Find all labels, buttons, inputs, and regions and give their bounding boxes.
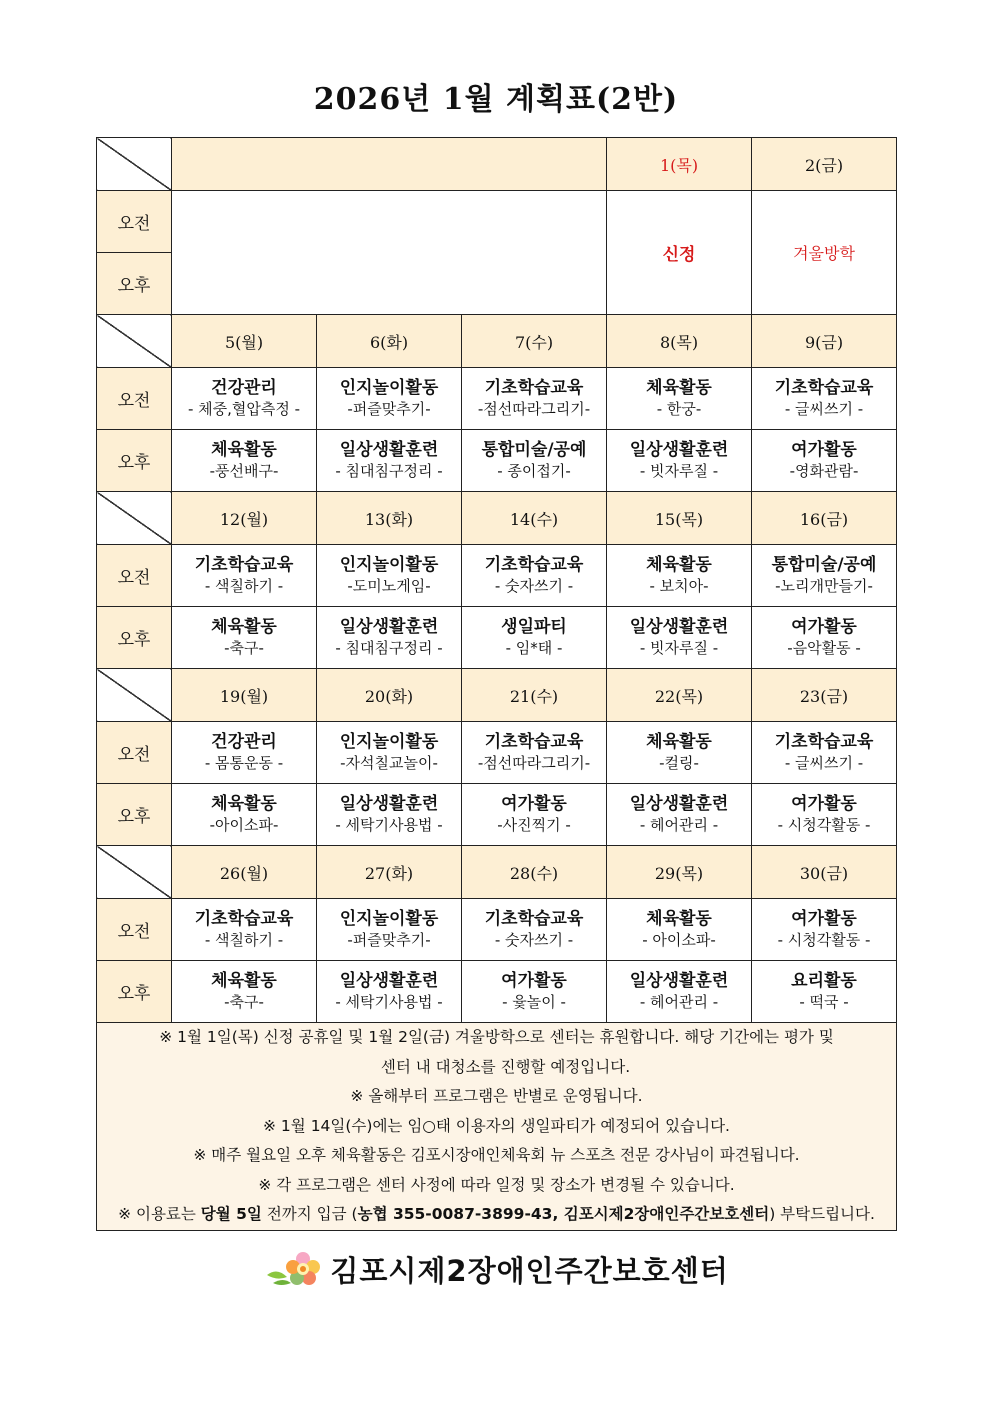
program-title: 기초학습교육 [194,555,294,575]
program-title: 여가활동 [791,909,857,929]
pm-label: 오후 [97,430,172,492]
program-cell [462,545,607,607]
program-cell [752,430,897,492]
day-header: 2(금) [752,138,897,191]
program-subtitle: - 보치아- [649,577,709,595]
flower-logo-icon [263,1247,325,1291]
program-title: 체육활동 [211,971,277,991]
program-cell [317,545,462,607]
program-title: 체육활동 [646,555,712,575]
week-pm-row [97,961,897,1023]
program-cell [317,899,462,961]
program-subtitle: - 시청각활동 - [777,816,871,834]
program-cell [752,607,897,669]
am-label: 오전 [97,899,172,961]
fee-text: ) 부탁드립니다. [769,1205,875,1223]
program-subtitle: - 숫자쓰기 - [494,577,574,595]
day-header: 22(목) [607,669,752,722]
diagonal-corner-cell [97,315,172,368]
program-title: 통합미술/공예 [771,555,877,575]
program-subtitle: - 침대침구정리 - [335,639,443,657]
program-subtitle: - 윷놀이 - [502,993,566,1011]
program-title: 기초학습교육 [484,555,584,575]
program-subtitle: - 세탁기사용법 - [335,993,443,1011]
note-line: ※ 1월 14일(수)에는 임○태 이용자의 생일파티가 예정되어 있습니다. [263,1116,730,1135]
weeks-body [97,315,897,1023]
footer [0,1247,992,1291]
program-subtitle: - 숫자쓰기 - [494,931,574,949]
program-subtitle: - 아이소파- [642,931,716,949]
program-title: 여가활동 [791,440,857,460]
week-am-row [97,899,897,961]
holiday-cell [607,191,752,315]
program-subtitle: -축구- [224,993,264,1011]
pm-label: 오후 [97,961,172,1023]
program-title: 여가활동 [791,617,857,637]
program-cell [607,722,752,784]
program-cell [752,899,897,961]
program-subtitle: -퍼즐맞추기- [347,400,431,418]
day-header: 21(수) [462,669,607,722]
program-title: 일상생활훈련 [629,617,729,637]
week-am-row [97,368,897,430]
program-cell [462,722,607,784]
program-subtitle: -풍선배구- [209,462,279,480]
program-cell [607,545,752,607]
program-cell [752,722,897,784]
pm-label: 오후 [97,607,172,669]
program-cell [607,961,752,1023]
program-cell [752,784,897,846]
program-cell [462,784,607,846]
program-subtitle: - 헤어관리 - [639,816,719,834]
program-cell [607,607,752,669]
program-subtitle: -사진찍기 - [497,816,571,834]
day-header: 13(화) [317,492,462,545]
program-subtitle: - 몸통운동 - [204,754,284,772]
program-subtitle: -축구- [224,639,264,657]
pm-label: 오후 [97,253,172,315]
program-subtitle: - 떡국 - [799,993,849,1011]
program-subtitle: - 세탁기사용법 - [335,816,443,834]
day-header: 29(목) [607,846,752,899]
program-title: 일상생활훈련 [629,440,729,460]
program-subtitle: - 임*태 - [505,639,563,657]
program-cell [462,368,607,430]
program-title: 인지놀이활동 [339,909,439,929]
day-header: 8(목) [607,315,752,368]
program-title: 체육활동 [211,794,277,814]
program-subtitle: -노리개만들기- [775,577,873,595]
program-subtitle: -자석칠교놀이- [340,754,438,772]
program-cell [607,430,752,492]
day-header: 15(목) [607,492,752,545]
program-title: 인지놀이활동 [339,555,439,575]
notes-cell [97,1023,897,1231]
program-cell [752,961,897,1023]
program-title: 기초학습교육 [774,732,874,752]
program-subtitle: - 시청각활동 - [777,931,871,949]
diagonal-corner-cell [97,669,172,722]
vacation-label: 겨울방학 [793,244,855,263]
program-cell [172,430,317,492]
program-cell [172,607,317,669]
fee-text: 전까지 입금 ( [261,1205,358,1223]
day-header: 23(금) [752,669,897,722]
program-title: 기초학습교육 [484,909,584,929]
program-cell [172,368,317,430]
program-subtitle: -점선따라그리기- [477,754,591,772]
program-subtitle: -퍼즐맞추기- [347,931,431,949]
diagonal-corner-cell [97,492,172,545]
program-cell [317,368,462,430]
am-label: 오전 [97,368,172,430]
program-subtitle: -컬링- [659,754,699,772]
program-title: 일상생활훈련 [339,971,439,991]
program-cell [607,899,752,961]
week-pm-row [97,607,897,669]
note-line: 센터 내 대청소를 진행할 예정입니다. [380,1057,631,1076]
program-cell [172,961,317,1023]
program-subtitle: - 색칠하기 - [204,577,284,595]
program-title: 일상생활훈련 [629,794,729,814]
empty-header-cell [172,138,607,191]
day-header: 6(화) [317,315,462,368]
week-header-row [97,669,897,722]
program-title: 건강관리 [211,732,277,752]
day-header: 28(수) [462,846,607,899]
program-cell [172,899,317,961]
notes-row [97,1023,897,1231]
note-line: ※ 매주 월요일 오후 체육활동은 김포시장애인체육회 뉴 스포츠 전문 강사님이 파견됩니다. [193,1146,800,1164]
program-subtitle: - 종이접기- [497,462,571,480]
program-subtitle: - 빗자루질 - [639,462,719,480]
day-header: 20(화) [317,669,462,722]
program-cell [752,368,897,430]
program-title: 인지놀이활동 [339,732,439,752]
program-subtitle: -점선따라그리기- [477,400,591,418]
program-subtitle: - 헤어관리 - [639,993,719,1011]
program-title: 일상생활훈련 [629,971,729,991]
program-title: 일상생활훈련 [339,794,439,814]
day-header: 1(목) [607,138,752,191]
program-subtitle: - 한궁- [656,400,702,418]
day-header: 27(화) [317,846,462,899]
program-cell [607,368,752,430]
day-header: 16(금) [752,492,897,545]
note-line: ※ 올해부터 프로그램은 반별로 운영됩니다. [350,1087,643,1105]
program-cell [462,607,607,669]
diagonal-corner-cell [97,846,172,899]
week-am-row [97,722,897,784]
schedule-table [96,137,897,1231]
program-cell [462,961,607,1023]
program-cell [317,784,462,846]
program-title: 인지놀이활동 [339,378,439,398]
program-cell [317,961,462,1023]
program-title: 기초학습교육 [194,909,294,929]
program-subtitle: - 체중,혈압측정 - [187,400,301,418]
pm-label: 오후 [97,784,172,846]
program-title: 일상생활훈련 [339,440,439,460]
week-pm-row [97,430,897,492]
program-subtitle: - 색칠하기 - [204,931,284,949]
program-title: 여가활동 [791,794,857,814]
program-cell [172,545,317,607]
program-title: 일상생활훈련 [339,617,439,637]
program-cell [317,722,462,784]
program-title: 여가활동 [501,794,567,814]
fee-deadline: 당월 5일 [200,1205,262,1223]
bank-account: 농협 355-0087-3899-43, 김포시제2장애인주간보호센터 [357,1205,770,1223]
am-label: 오전 [97,545,172,607]
program-cell [317,607,462,669]
program-cell [462,899,607,961]
week-am-row [97,545,897,607]
holiday-label: 신정 [662,245,696,265]
note-line-fee [97,1200,896,1230]
program-title: 건강관리 [211,378,277,398]
program-cell [172,784,317,846]
am-label: 오전 [97,191,172,253]
day-header: 14(수) [462,492,607,545]
center-name: 김포시제2장애인주간보호센터 [330,1253,729,1288]
week0-header-row [97,138,897,191]
program-cell [317,430,462,492]
program-subtitle: -음악활동 - [787,639,861,657]
day-header: 9(금) [752,315,897,368]
program-title: 체육활동 [211,617,277,637]
program-subtitle: - 빗자루질 - [639,639,719,657]
day-header: 19(월) [172,669,317,722]
program-subtitle: -아이소파- [209,816,279,834]
week0-am-row [97,191,897,253]
program-title: 기초학습교육 [774,378,874,398]
program-cell [462,430,607,492]
empty-schedule-cell [172,191,607,315]
holiday-cell [752,191,897,315]
program-title: 체육활동 [646,378,712,398]
program-subtitle: - 침대침구정리 - [335,462,443,480]
day-header: 12(월) [172,492,317,545]
program-subtitle: -도미노게임- [347,577,431,595]
program-title: 체육활동 [646,909,712,929]
fee-text: ※ 이용료는 [118,1205,201,1223]
day-header: 26(월) [172,846,317,899]
program-title: 기초학습교육 [484,378,584,398]
note-line: ※ 1월 1일(목) 신정 공휴일 및 1월 2일(금) 겨울방학으로 센터는 휴원합니다. 해당 기간에는 평가 및 [159,1028,834,1046]
day-header: 7(수) [462,315,607,368]
program-cell [607,784,752,846]
program-title: 체육활동 [211,440,277,460]
program-subtitle: - 글씨쓰기 - [784,400,864,418]
program-cell [752,545,897,607]
program-title: 체육활동 [646,732,712,752]
day-header: 30(금) [752,846,897,899]
program-title: 여가활동 [501,971,567,991]
program-subtitle: -영화관람- [789,462,859,480]
program-cell [172,722,317,784]
week-pm-row [97,784,897,846]
program-title: 기초학습교육 [484,732,584,752]
program-title: 생일파티 [501,617,567,637]
program-title: 요리활동 [791,971,857,991]
page-title: 2026년 1월 계획표(2반) [313,82,679,117]
week-header-row [97,492,897,545]
week-header-row [97,315,897,368]
day-header: 5(월) [172,315,317,368]
program-title: 통합미술/공예 [481,440,587,460]
am-label: 오전 [97,722,172,784]
note-line: ※ 각 프로그램은 센터 사정에 따라 일정 및 장소가 변경될 수 있습니다. [258,1175,735,1194]
diagonal-corner-cell [97,138,172,191]
week-header-row [97,846,897,899]
program-subtitle: - 글씨쓰기 - [784,754,864,772]
